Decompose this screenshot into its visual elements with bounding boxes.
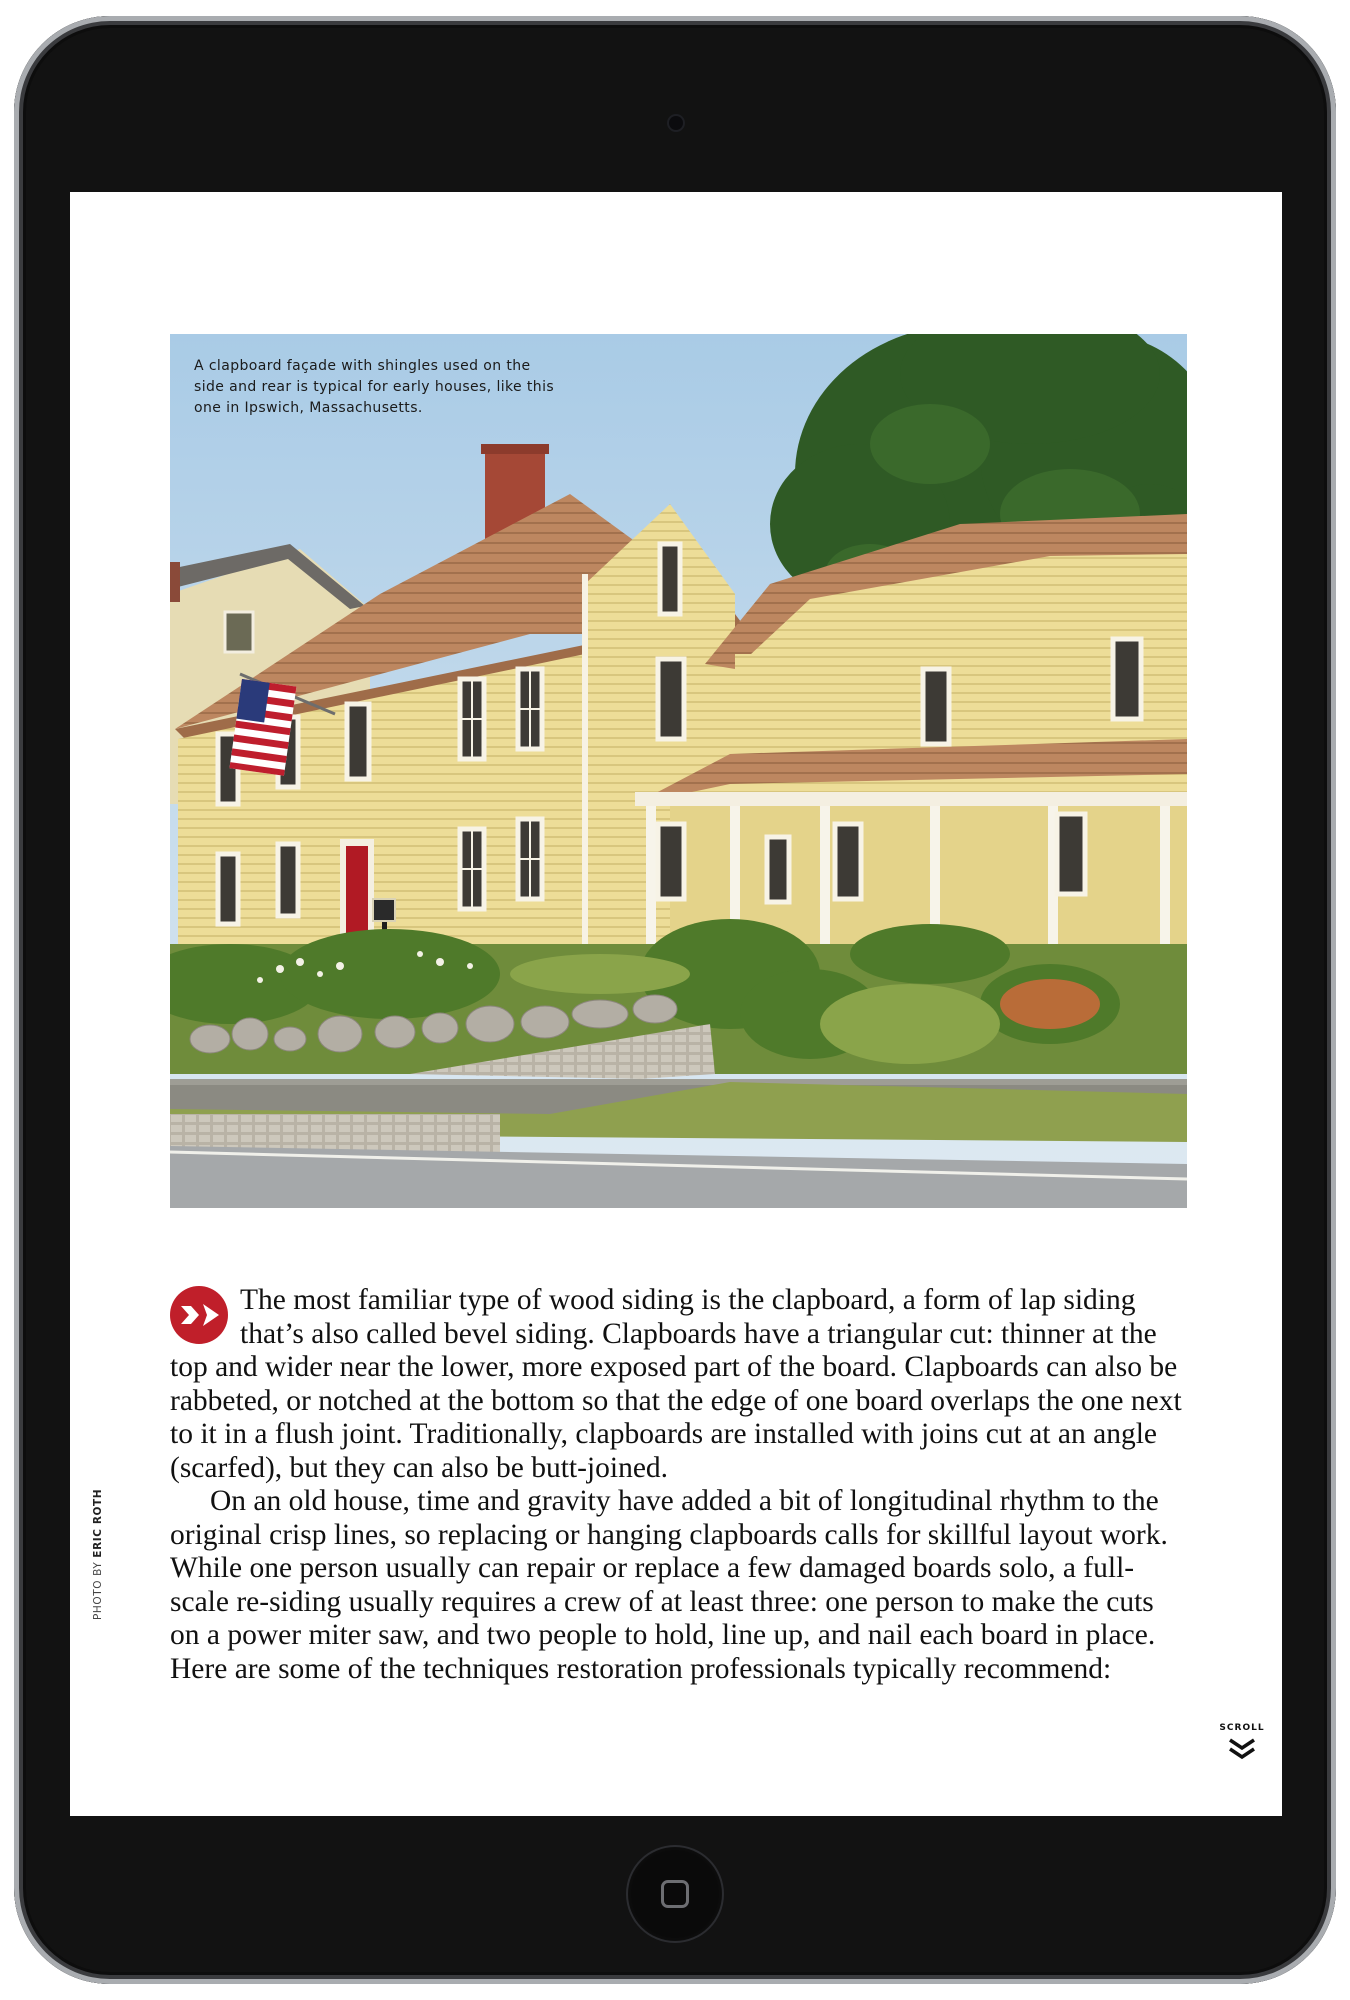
home-square-icon	[661, 1880, 689, 1908]
article-body	[170, 1284, 1190, 1686]
article-paragraph-1	[170, 1284, 1190, 1485]
home-button[interactable]	[628, 1847, 722, 1941]
photo-caption: A clapboard façade with shingles used on the side and rear is typical for early houses, like this one in Ipswich, Massachusetts.	[194, 358, 555, 416]
arrow-right-icon	[170, 1286, 228, 1344]
scroll-label: SCROLL	[1219, 1723, 1265, 1733]
scroll-button[interactable]	[1219, 1723, 1265, 1761]
photo-credit	[92, 1489, 104, 1620]
double-chevron-down-icon	[1227, 1737, 1257, 1761]
house-photo	[170, 334, 1187, 1208]
photo-credit-name: ERIC ROTH	[92, 1488, 104, 1558]
article-paragraph-1-text: The most familiar type of wood siding is the clapboard, a form of lap siding that’s also called bevel siding. Clapboards have a triangular cut: thinner at the top and wider near the lower, more exposed part of the board. Clapboards can also be rabbeted, or notched at the bottom so that the edge of one board overlaps the one next to it in a flush joint. Traditionally, clapboards are installed with joins cut at an angle (scarfed), but they can also be butt-joined.	[170, 1284, 1182, 1484]
house-illustration	[170, 334, 1187, 1208]
article-paragraph-2: On an old house, time and gravity have added a bit of longitudinal rhythm to the original crisp lines, so replacing or hanging clapboards calls for skillful layout work. While one person usually can repair or replace a few damaged boards solo, a full-scale re-siding usually requires a crew of at least three: one person to make the cuts on a power miter saw, and two people to hold, line up, and nail each board in place. Here are some of the techniques restoration professionals typically recommend:	[170, 1485, 1168, 1685]
front-camera	[669, 116, 683, 130]
tablet-device	[14, 16, 1336, 1984]
photo-credit-prefix: PHOTO BY	[92, 1561, 104, 1620]
screen[interactable]	[70, 192, 1282, 1816]
